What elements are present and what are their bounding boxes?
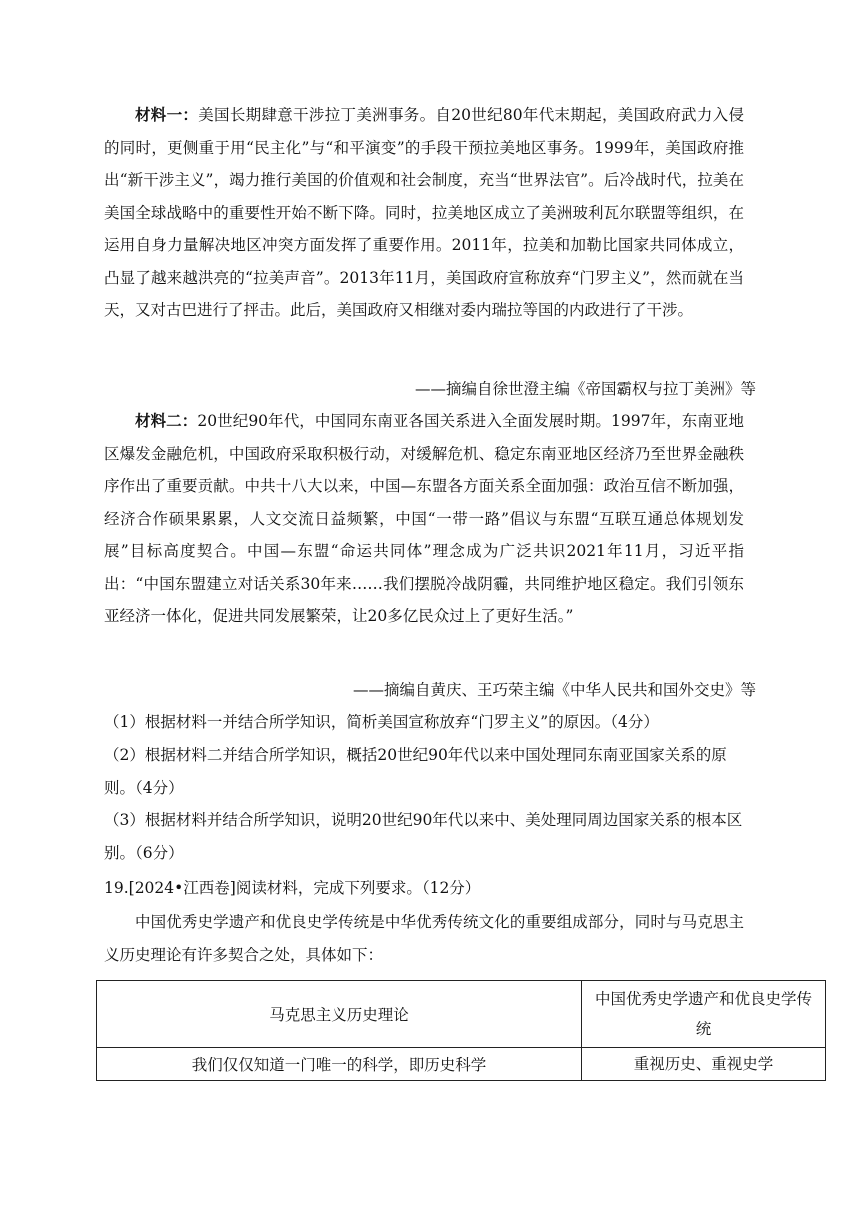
material-2-text: 20世纪90年代，中国同东南亚各国关系进入全面发展时期。1997年，东南亚地区爆发金融危机，中国政府采取积极行动，对缓解危机、稳定东南亚地区经济乃至世界金融秩序作出了重要贡献。中共十八大以来，中国—东盟各方面关系全面加强：政治互信不断加强，经济合作硕果累累，人文交流日益频繁，中国“一带一路”倡议与东盟“互联互通总体规划发展”目标高度契合。中国—东盟“命运共同体”理念成为广泛共识2021年11月，习近平指出：“中国东盟建立对话关系30年来……我们摆脱冷战阴霾，共同维护地区稳定。我们引领东亚经济一体化，促进共同发展繁荣，让20多亿民众过上了更好生活。” bbox=[104, 412, 744, 625]
question-19-intro: 中国优秀史学遗产和优良史学传统是中华优秀传统文化的重要组成部分，同时与马克思主义历史理论有许多契合之处，具体如下： bbox=[104, 913, 744, 964]
question-19-title: 19.[2024•江西卷]阅读材料，完成下列要求。（12分） bbox=[104, 879, 481, 897]
table-header-marxist: 马克思主义历史理论 bbox=[97, 981, 582, 1048]
table-cell: 重视历史、重视史学 bbox=[581, 1048, 825, 1081]
material-2-paragraph bbox=[104, 405, 744, 633]
comparison-table bbox=[96, 980, 826, 1081]
question-1: （1）根据材料一并结合所学知识，简析美国宣称放弃“门罗主义”的原因。（4分） bbox=[104, 713, 659, 731]
table-cell: 我们仅仅知道一门唯一的科学，即历史科学 bbox=[97, 1048, 582, 1081]
table-header-chinese: 中国优秀史学遗产和优良史学传统 bbox=[581, 981, 825, 1048]
table-row bbox=[97, 1048, 826, 1081]
table-header-row bbox=[97, 981, 826, 1048]
question-3: （3）根据材料并结合所学知识，说明20世纪90年代以来中、美处理同周边国家关系的根本区别。（6分） bbox=[104, 811, 743, 862]
question-2: （2）根据材料二并结合所学知识，概括20世纪90年代以来中国处理同东南亚国家关系的原则。（4分） bbox=[104, 746, 727, 797]
material-2-label: 材料二： bbox=[135, 411, 198, 430]
material-2-source: ——摘编自黄庆、王巧荣主编《中华人民共和国外交史》等 bbox=[352, 681, 756, 699]
material-1-source: ——摘编自徐世澄主编《帝国霸权与拉丁美洲》等 bbox=[414, 380, 756, 398]
material-1-text: 美国长期肆意干涉拉丁美洲事务。自20世纪80年代末期起，美国政府武力入侵的同时，更侧重于用“民主化”与“和平演变”的手段干预拉美地区事务。1999年，美国政府推出“新干涉主义”，竭力推行美国的价值观和社会制度，充当“世界法官”。后冷战时代，拉美在美国全球战略中的重要性开始不断下降。同时，拉美地区成立了美洲玻利瓦尔联盟等组织，在运用自身力量解决地区冲突方面发挥了重要作用。2011年，拉美和加勒比国家共同体成立，凸显了越来越洪亮的“拉美声音”。2013年11月，美国政府宣称放弃“门罗主义”，然而就在当天，又对古巴进行了抨击。此后，美国政府又相继对委内瑞拉等国的内政进行了干涉。 bbox=[104, 106, 744, 319]
material-1-label: 材料一： bbox=[135, 105, 199, 124]
material-1-paragraph bbox=[104, 99, 744, 327]
